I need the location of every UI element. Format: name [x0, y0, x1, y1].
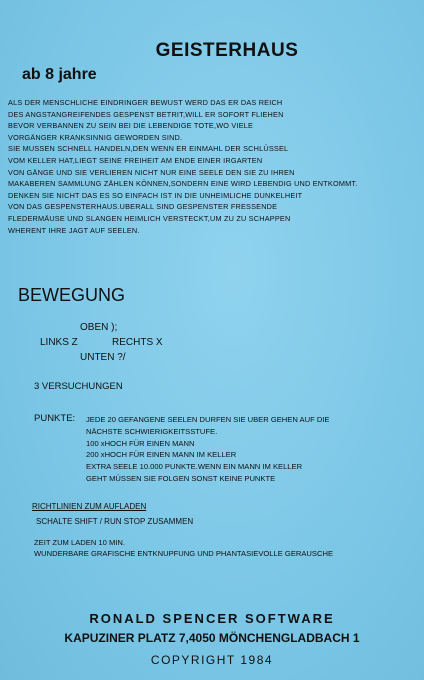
- intro-line: VON DAS GESPENSTERHAUS.UBERALL SIND GESPENSTER FRESSENDE: [8, 202, 278, 212]
- intro-line: DENKEN SIE NICHT DAS ES SO EINFACH IST IN DIE UNHEIMLICHE DUNKELHEIT: [8, 190, 303, 200]
- control-left: LINKS Z: [40, 337, 78, 348]
- intro-line: BEVOR VERBANNEN ZU SEIN BEI DIE LEBENDIGE TOTE,WO VIELE: [8, 121, 254, 131]
- intro-line: SIE MUSSEN SCHNELL HANDELN,DEN WENN ER EINMAHL DER SCHLÜSSEL: [8, 144, 289, 154]
- intro-line: MAKABEREN SAMMLUNG ZÄHLEN KÖNNEN,SONDERN EINE WIRD LEBENDIG UND ENTKOMMT.: [8, 179, 358, 189]
- control-down: UNTEN ?/: [80, 352, 126, 363]
- points-label: PUNKTE:: [34, 413, 76, 424]
- loading-heading: RICHTLINIEN ZUM AUFLADEN: [32, 502, 147, 511]
- intro-line: DES ANGSTANGREIFENDES GESPENST BETRIT,WILL ER SOFORT FLIEHEN: [8, 109, 284, 119]
- movement-heading: BEWEGUNG: [18, 285, 126, 305]
- company-address: KAPUZINER PLATZ 7,4050 MÖNCHENGLADBACH 1: [64, 631, 360, 645]
- points-line: 100 xHOCH FÜR EINEN MANN: [86, 438, 195, 448]
- loading-time: ZEIT ZUM LADEN 10 MIN.: [34, 538, 125, 547]
- age-rating: ab 8 jahre: [22, 66, 97, 83]
- intro-line: VOM KELLER HAT,LIEGT SEINE FREIHEIT AM ENDE EINER IRGARTEN: [8, 155, 263, 165]
- loading-instruction: SCHALTE SHIFT / RUN STOP ZUSAMMEN: [36, 517, 194, 526]
- points-text: [86, 414, 396, 485]
- loading-extras: WUNDERBARE GRAFISCHE ENTKNUPFUNG UND PHANTASIEVOLLE GERAUSCHE: [34, 549, 334, 558]
- control-right: RECHTS X: [112, 337, 163, 348]
- intro-line: FLEDERMÄUSE UND SLANGEN HEIMLICH VERSTECKT,UM ZU ZU SCHAPPEN: [8, 213, 291, 223]
- control-up: OBEN );: [80, 322, 118, 333]
- points-line: EXTRA SEELE 10.000 PUNKTE.WENN EIN MANN IM KELLER: [86, 462, 303, 472]
- points-line: GEHT MÜSSEN SIE FOLGEN SONST KEINE PUNKTE: [86, 473, 276, 483]
- intro-line: VON GÄNGE UND SIE VERLIEREN NICHT NUR EINE SEELE DEN SIE ZU IHREN: [8, 167, 295, 177]
- intro-line: WHERENT IHRE JAGT AUF SEELEN.: [8, 225, 140, 235]
- intro-line: ALS DER MENSCHLICHE EINDRINGER BEWUST WERD DAS ER DAS REICH: [8, 98, 283, 107]
- points-line: NÄCHSTE SCHWIERIGKEITSSTUFE.: [86, 426, 218, 436]
- intro-line: VORGÄNGER KRANKSINNIG GEWORDEN SIND.: [8, 132, 183, 142]
- company-name: RONALD SPENCER SOFTWARE: [89, 611, 335, 626]
- page-title: GEISTERHAUS: [155, 40, 299, 61]
- points-line: 200 xHOCH FÜR EINEN MANN IM KELLER: [86, 450, 237, 460]
- attempts-text: 3 VERSUCHUNGEN: [34, 381, 123, 392]
- loading-details: [34, 537, 333, 559]
- points-line: JEDE 20 GEFANGENE SEELEN DURFEN SIE UBER GEHEN AUF DIE: [86, 415, 330, 424]
- copyright: COPYRIGHT 1984: [150, 653, 274, 667]
- intro-text: [8, 97, 418, 236]
